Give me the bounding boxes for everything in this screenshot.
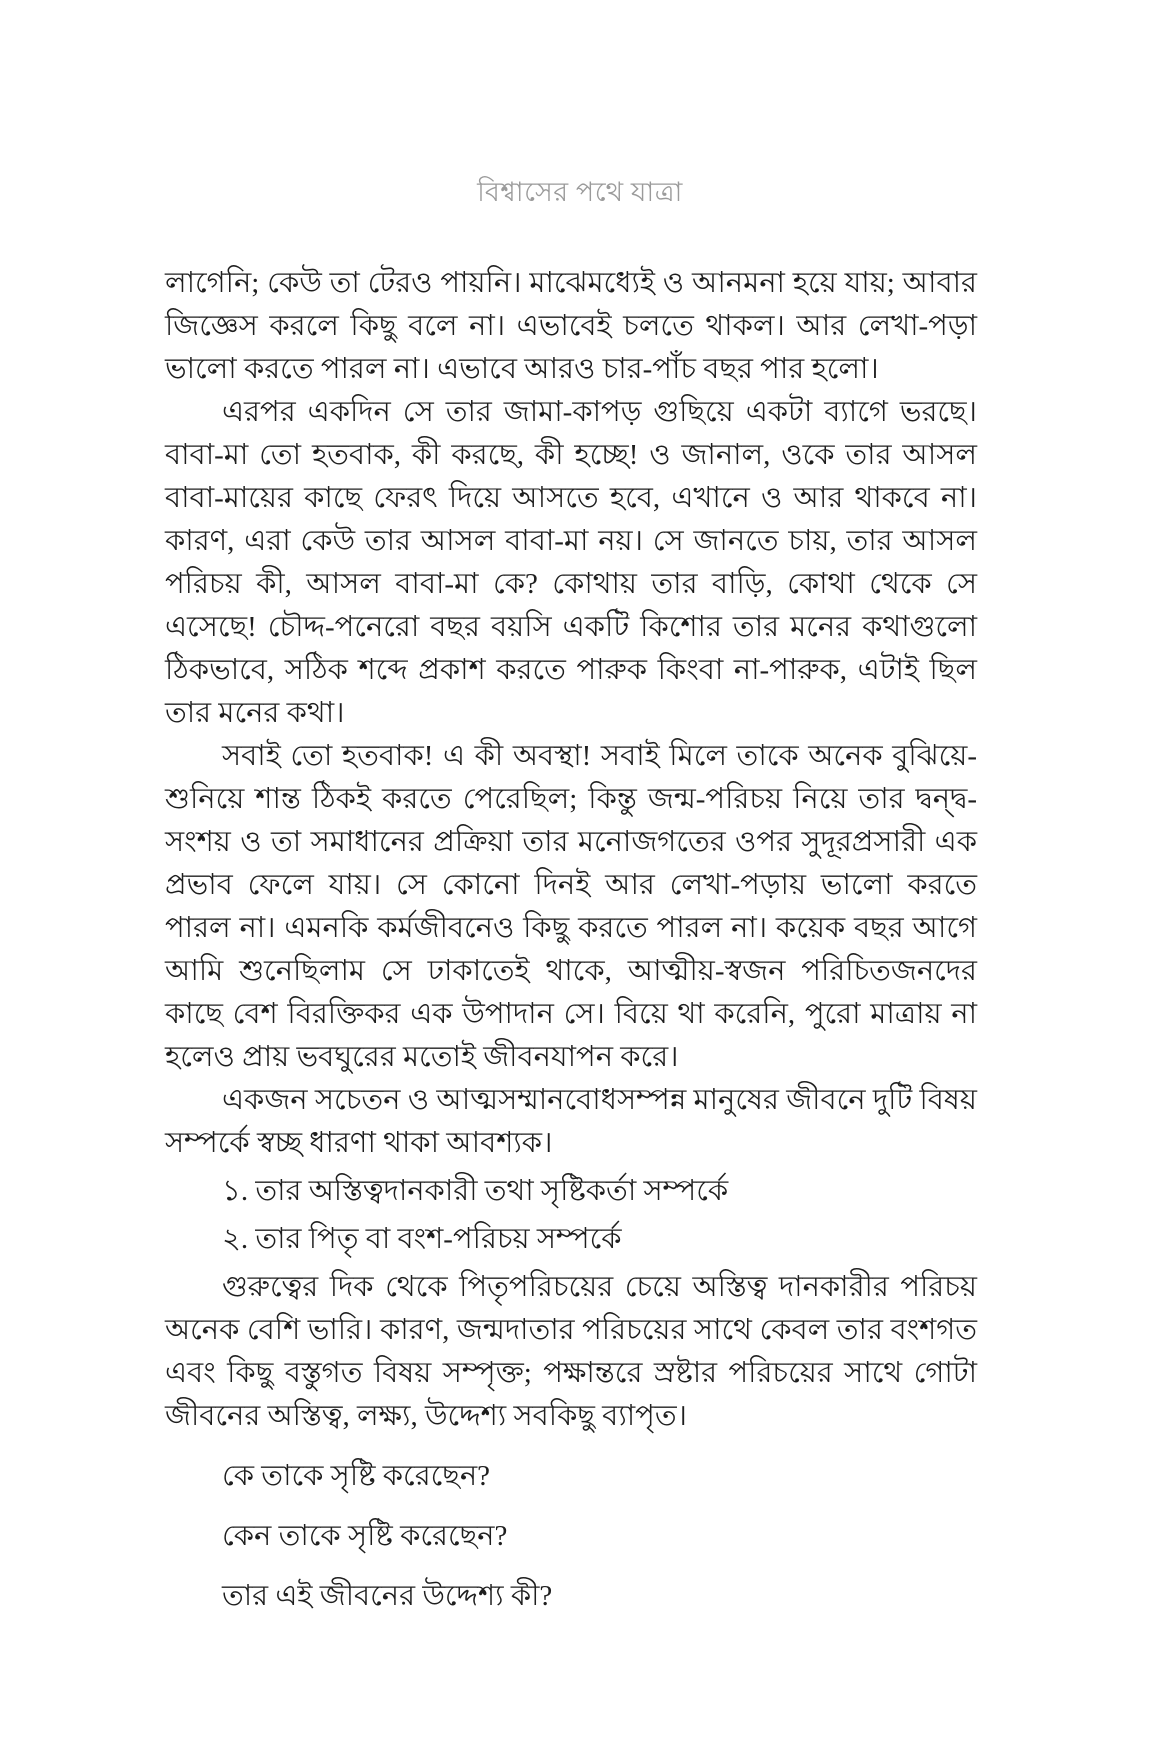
paragraph-continuation: লাগেনি; কেউ তা টেরও পায়নি। মাঝেমধ্যেই ও আনমনা হয়ে যায়; আবার জিজ্ঞেস করলে কিছু বলে না। এভাবেই চলতে থাকল। আর লেখা-পড়া ভালো করতে পারল না। এভাবে আরও চার-পাঁচ বছর পার হলো। bbox=[165, 267, 977, 385]
question-line: কে তাকে সৃষ্টি করেছেন? bbox=[222, 1460, 491, 1492]
page-body bbox=[165, 262, 977, 1618]
numbered-list-item: ১. তার অস্তিত্বদানকারী তথা সৃষ্টিকর্তা সম্পর্কে bbox=[222, 1175, 729, 1207]
numbered-list-item: ২. তার পিতৃ বা বংশ-পরিচয় সম্পর্কে bbox=[222, 1223, 622, 1255]
paragraph: এরপর একদিন সে তার জামা-কাপড় গুছিয়ে একটা ব্যাগে ভরছে। বাবা-মা তো হতবাক, কী করছে, কী হচ্ছে! ও জানাল, ওকে তার আসল বাবা-মায়ের কাছে ফেরৎ দিয়ে আসতে হবে, এখানে ও আর থাকবে না। কারণ, এরা কেউ তার আসল বাবা-মা নয়। সে জানতে চায়, তার আসল পরিচয় কী, আসল বাবা-মা কে? কোথায় তার বাড়ি, কোথা থেকে সে এসেছে! চৌদ্দ-পনেরো বছর বয়সি একটি কিশোর তার মনের কথাগুলো ঠিকভাবে, সঠিক শব্দে প্রকাশ করতে পারুক কিংবা না-পারুক, এটাই ছিল তার মনের কথা। bbox=[165, 396, 977, 729]
paragraph: একজন সচেতন ও আত্মসম্মানবোধসম্পন্ন মানুষের জীবনে দুটি বিষয় সম্পর্কে স্বচ্ছ ধারণা থাকা আবশ্যক। bbox=[165, 1084, 977, 1159]
question-line: কেন তাকে সৃষ্টি করেছেন? bbox=[222, 1520, 508, 1552]
running-header-book-title: বিশ্বাসের পথে যাত্রা bbox=[477, 177, 683, 207]
question-line: তার এই জীবনের উদ্দেশ্য কী? bbox=[222, 1580, 553, 1612]
paragraph: গুরুত্বের দিক থেকে পিতৃপরিচয়ের চেয়ে অস্তিত্ব দানকারীর পরিচয় অনেক বেশি ভারি। কারণ, জন্মদাতার পরিচয়ের সাথে কেবল তার বংশগত এবং কিছু বস্তুগত বিষয় সম্পৃক্ত; পক্ষান্তরে স্রষ্টার পরিচয়ের সাথে গোটা জীবনের অস্তিত্ব, লক্ষ্য, উদ্দেশ্য সবকিছু ব্যাপৃত। bbox=[165, 1271, 977, 1432]
paragraph: সবাই তো হতবাক! এ কী অবস্থা! সবাই মিলে তাকে অনেক বুঝিয়ে-শুনিয়ে শান্ত ঠিকই করতে পেরেছিল; কিন্তু জন্ম-পরিচয় নিয়ে তার দ্বন্দ্ব-সংশয় ও তা সমাধানের প্রক্রিয়া তার মনোজগতের ওপর সুদূরপ্রসারী এক প্রভাব ফেলে যায়। সে কোনো দিনই আর লেখা-পড়ায় ভালো করতে পারল না। এমনকি কর্মজীবনেও কিছু করতে পারল না। কয়েক বছর আগে আমি শুনেছিলাম সে ঢাকাতেই থাকে, আত্মীয়-স্বজন পরিচিতজনদের কাছে বেশ বিরক্তিকর এক উপাদান সে। বিয়ে থা করেনি, পুরো মাত্রায় না হলেও প্রায় ভবঘুরের মতোই জীবনযাপন করে। bbox=[165, 740, 977, 1073]
